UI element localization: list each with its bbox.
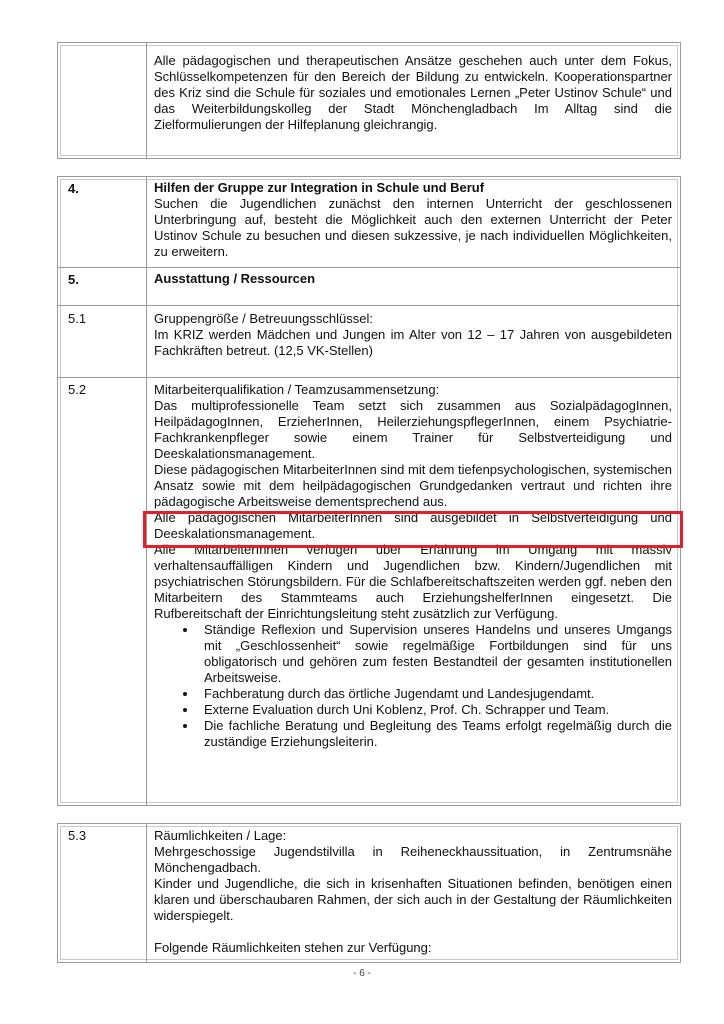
paragraph: Alle MitarbeiterInnen verfügen über Erfahrung im Umgang mit massiv verhaltensauffälligen Kindern und Jugendlichen bzw. Kindern/Jugendlichen mit psychiatrischen Störungsbildern. Für die Schlafbereitschaftszeiten werden ggf. neben den Mitarbeitern des Stammteams auch ErziehungshelferInnen eingesetzt. Die Rufbereitschaft der Einrichtungsleitung steht zusätzlich zur Verfügung. xyxy=(154,542,672,621)
section-title: Hilfen der Gruppe zur Integration in Schule und Beruf xyxy=(154,180,485,195)
section-5-1-row xyxy=(58,305,680,378)
section-content xyxy=(154,180,672,260)
bullet-item: • Fachberatung durch das örtliche Jugendamt und Landesjugendamt. xyxy=(198,686,672,702)
bullet-item: • Externe Evaluation durch Uni Koblenz, Prof. Ch. Schrapper und Team. xyxy=(198,702,672,718)
section-title: Ausstattung / Ressourcen xyxy=(154,271,316,286)
paragraph: Kinder und Jugendliche, die sich in krisenhaften Situationen befinden, benötigen einen klaren und überschaubaren Rahmen, der sich auch in der Gestaltung der Räumlichkeiten widerspiegelt. xyxy=(154,876,672,923)
paragraph: Das multiprofessionelle Team setzt sich zusammen aus SozialpädagogInnen, HeilpädagogInnen, ErzieherInnen, HeilerziehungspflegerInnen, einem Psychiatrie-Fachkrankenpfleger sowie einem Trainer für Selbstverteidigung und Deeskalationsmanagement. xyxy=(154,398,672,461)
section-title: Mitarbeiterqualifikation / Teamzusammensetzung: xyxy=(154,382,440,397)
sections-box xyxy=(57,176,681,806)
continuation-text: Alle pädagogischen und therapeutischen Ansätze geschehen auch unter dem Fokus, Schlüsselkompetenzen für den Bereich der Bildung zu entwickeln. Kooperationspartner des Kriz sind die Schule für soziales und emotionales Lernen „Peter Ustinov Schule“ und das Weiterbildungskolleg der Stadt Mönchengladbach Im Alltag sind die Zielformulierungen der Hilfeplanung gleichrangig. xyxy=(154,53,672,132)
section-title: Räumlichkeiten / Lage: xyxy=(154,828,287,843)
highlight-box xyxy=(143,511,683,548)
paragraph: Mehrgeschossige Jugendstilvilla in Reiheneckhaussituation, in Zentrumsnähe Mönchengadbach. xyxy=(154,844,672,875)
section-text: Im KRIZ werden Mädchen und Jungen im Alter von 12 – 17 Jahren von ausgebildeten Fachkräften betreut. (12,5 VK-Stellen) xyxy=(154,327,672,358)
section-5-3-box xyxy=(57,823,681,963)
section-number: 5.1 xyxy=(68,311,87,326)
section-4-row xyxy=(58,177,680,267)
section-number: 5. xyxy=(68,272,79,287)
bullet-list xyxy=(154,622,672,750)
section-5-row xyxy=(58,267,680,306)
section-number: 5.3 xyxy=(68,828,87,843)
section-content xyxy=(154,828,672,956)
highlighted-paragraph: Alle pädagogischen MitarbeiterInnen sind ausgebildet in Selbstverteidigung und Deeskalationsmanagement. xyxy=(154,510,672,541)
bullet-item: • Ständige Reflexion und Supervision unseres Handelns und unseres Umgangs mit „Geschlossenheit“ sowie regelmäßige Fortbildungen sind für uns obligatorisch und gehören zum festen Bestandteil der gesamten institutionellen Arbeitsweise. xyxy=(198,622,672,686)
column-divider xyxy=(146,824,147,962)
page-number: - 6 - xyxy=(353,968,371,979)
section-content xyxy=(154,311,672,359)
section-content xyxy=(154,382,672,750)
section-number: 5.2 xyxy=(68,382,87,397)
section-text: Suchen die Jugendlichen zunächst den internen Unterricht der geschlossenen Unterbringung auf, besteht die Möglichkeit auch den externen Unterricht der Peter Ustinov Schule zu besuchen und diesen sukzessive, je nach individuellen Möglichkeiten, zu erweitern. xyxy=(154,196,672,259)
bullet-item: • Die fachliche Beratung und Begleitung des Teams erfolgt regelmäßig durch die zuständige Erziehungsleiterin. xyxy=(198,718,672,750)
column-divider xyxy=(146,43,147,158)
spacer xyxy=(154,924,672,940)
section-title: Gruppengröße / Betreuungsschlüssel: xyxy=(154,311,373,326)
continuation-box xyxy=(57,42,681,159)
section-5-2-row xyxy=(58,377,680,808)
section-number: 4. xyxy=(68,181,79,196)
paragraph: Folgende Räumlichkeiten stehen zur Verfügung: xyxy=(154,940,432,955)
paragraph: Diese pädagogischen MitarbeiterInnen sind mit dem tiefenpsychologischen, systemischen Ansatz sowie mit dem heilpädagogischen Grundgedanken vertraut und richten ihre pädagogische Arbeitsweise dementsprechend aus. xyxy=(154,462,672,509)
